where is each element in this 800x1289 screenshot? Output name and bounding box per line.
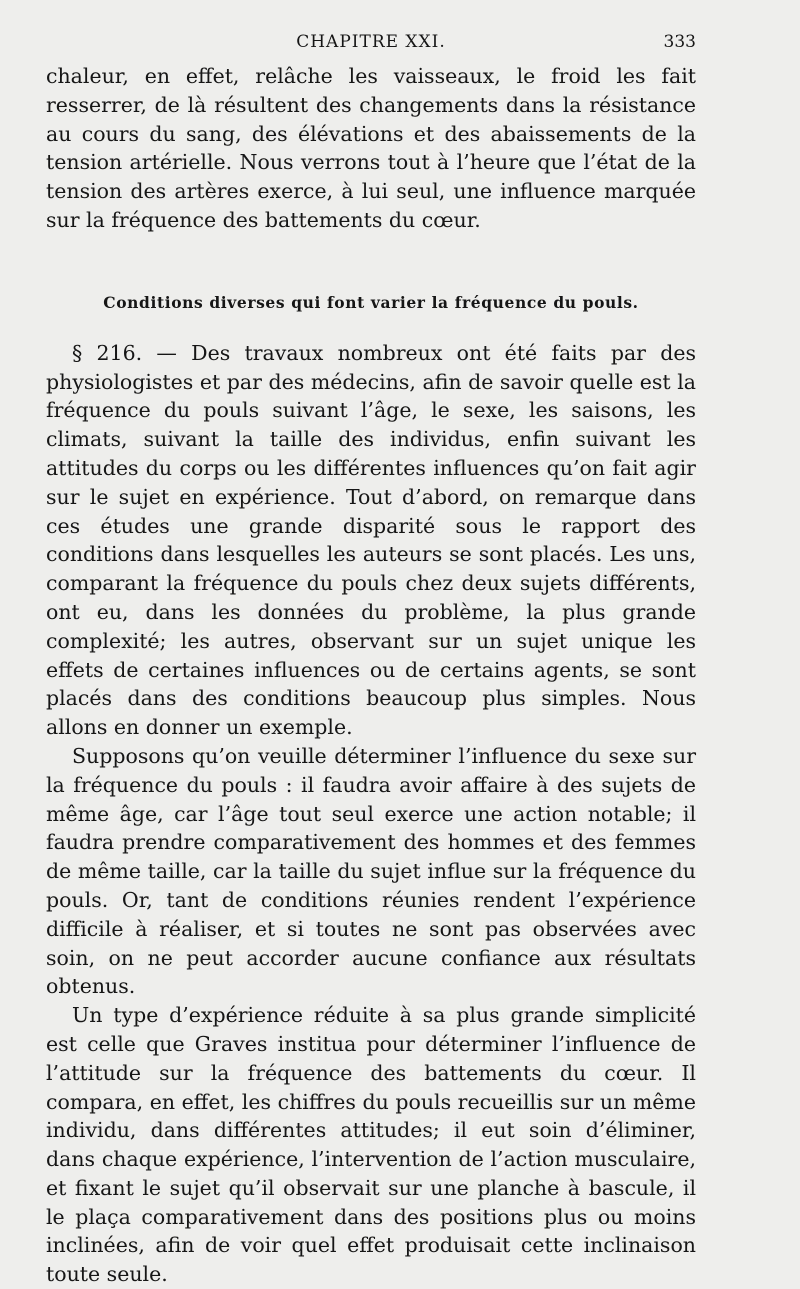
paragraph-216: § 216. — Des travaux nombreux ont été faits par des physiologistes et par des médecins, afin de savoir quelle est la fréquence du pouls suivant l’âge, le sexe, les saisons, les climats, suivant la taille des individus, enfin suivant les attitudes du corps ou les différentes influences qu’on fait agir sur le sujet en expérience. Tout d’abord, on remarque dans ces études une grande disparité sous le rapport des conditions dans lesquelles les auteurs se sont placés. Les uns, comparant la fréquence du pouls chez deux sujets différents, ont eu, dans les données du problème, la plus grande complexité; les autres, observant sur un sujet unique les effets de certaines influences ou de certains agents, se sont placés dans des conditions beaucoup plus simples. Nous allons en donner un exemple. xyxy=(46,340,696,740)
running-head xyxy=(46,30,696,58)
page-number: 333 xyxy=(663,32,696,52)
section-heading: Conditions diverses qui font varier la fréquence du pouls. xyxy=(103,292,639,312)
body-text xyxy=(46,62,696,1289)
paragraph-continuation: chaleur, en effet, relâche les vaisseaux, le froid les fait resserrer, de là résultent des changements dans la résistance au cours du sang, des élévations et des abaissements de la tension artérielle. Nous verrons tout à l’heure que l’état de la tension des artères exerce, à lui seul, une influence marquée sur la fréquence des battements du cœur. xyxy=(46,64,696,232)
paragraph-sexe: Supposons qu’on veuille déterminer l’influence du sexe sur la fréquence du pouls : il faudra avoir affaire à des sujets de même âge, car l’âge tout seul exerce une action notable; il faudra prendre comparativement des hommes et des femmes de même taille, car la taille du sujet influe sur la fréquence du pouls. Or, tant de conditions réunies rendent l’expérience difficile à réaliser, et si toutes ne sont pas observées avec soin, on ne peut accorder aucune confiance aux résultats obtenus. xyxy=(46,743,696,999)
paragraph-graves: Un type d’expérience réduite à sa plus grande simplicité est celle que Graves institua pour déterminer l’influence de l’attitude sur la fréquence des battements du cœur. Il compara, en effet, les chiffres du pouls recueillis sur un même individu, dans différentes attitudes; il eut soin d’éliminer, dans chaque expérience, l’intervention de l’action musculaire, et fixant le sujet qu’il observait sur une planche à bascule, il le plaça comparativement dans des positions plus ou moins inclinées, afin de voir quel effet produisait cette inclinaison toute seule. xyxy=(46,1003,696,1287)
running-title: CHAPITRE XXI. xyxy=(296,32,446,52)
